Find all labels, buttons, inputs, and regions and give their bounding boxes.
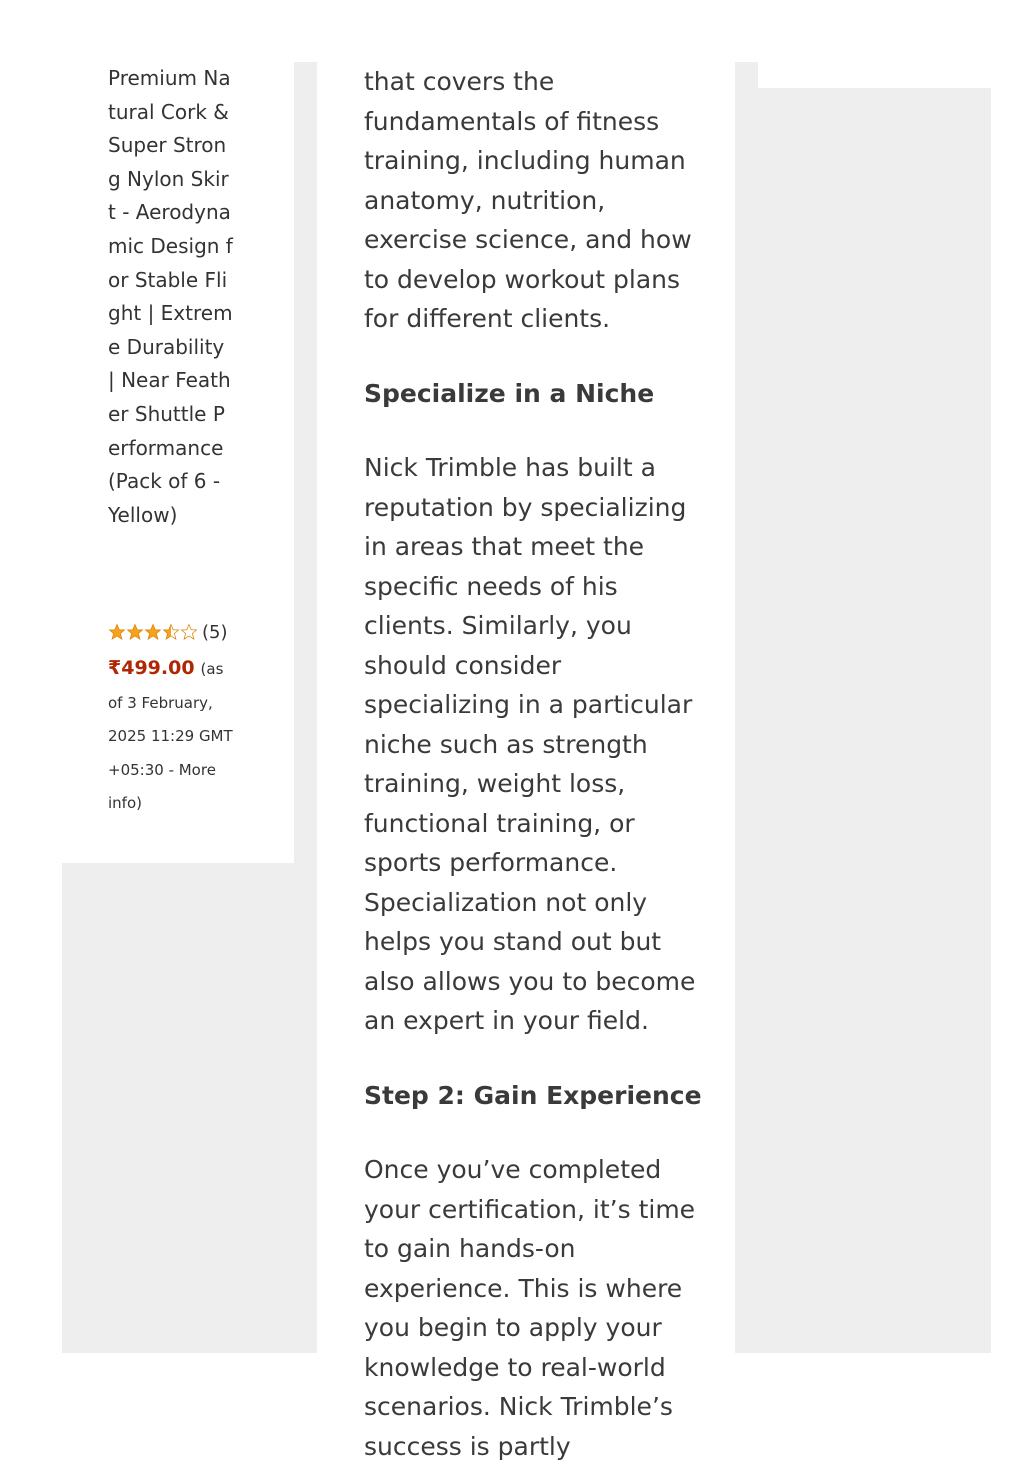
star-half-icon (162, 623, 180, 641)
price-block (108, 652, 238, 821)
star-full-icon (144, 623, 162, 641)
product-rating[interactable] (108, 620, 228, 644)
article-body (364, 62, 704, 1466)
article-paragraph: Nick Trimble has built a reputation by specializing in areas that meet the specific needs of his clients. Similarly, you should consider specializing in a particular niche such as strength training, weight loss, functional training, or sports performance. Specialization not only helps you stand out but also allows you to become an expert in your field. (364, 453, 696, 1035)
product-price: ₹499.00 (108, 657, 195, 679)
article-paragraph: Once you’ve completed your certification, it’s time to gain hands-on experience. This is where you begin to apply your knowledge to real-world scenarios. Nick Trimble’s success is partly (364, 1155, 696, 1461)
rating-stars (108, 623, 198, 641)
product-title[interactable]: Premium Natural Cork & Super Strong Nylon Skirt - Aerodynamic Design for Stable Flight | Extreme Durability | Near Feather Shuttle Performance (Pack of 6 - Yellow) (108, 66, 233, 527)
right-sidebar (735, 62, 991, 1353)
main-content (317, 62, 735, 1461)
price-note: (as of 3 February, 2025 11:29 GMT +05:30 - More info) (108, 660, 233, 812)
article-paragraph: that covers the fundamentals of fitness training, including human anatomy, nutrition, exercise science, and how to develop workout plans for different clients. (364, 67, 692, 333)
rating-count[interactable]: (5) (202, 621, 228, 643)
star-empty-icon (180, 623, 198, 641)
right-sidebar-top (758, 62, 991, 88)
product-card (62, 62, 294, 863)
section-heading: Step 2: Gain Experience (364, 1080, 702, 1110)
star-full-icon (108, 623, 126, 641)
star-full-icon (126, 623, 144, 641)
section-heading: Specialize in a Niche (364, 378, 655, 408)
